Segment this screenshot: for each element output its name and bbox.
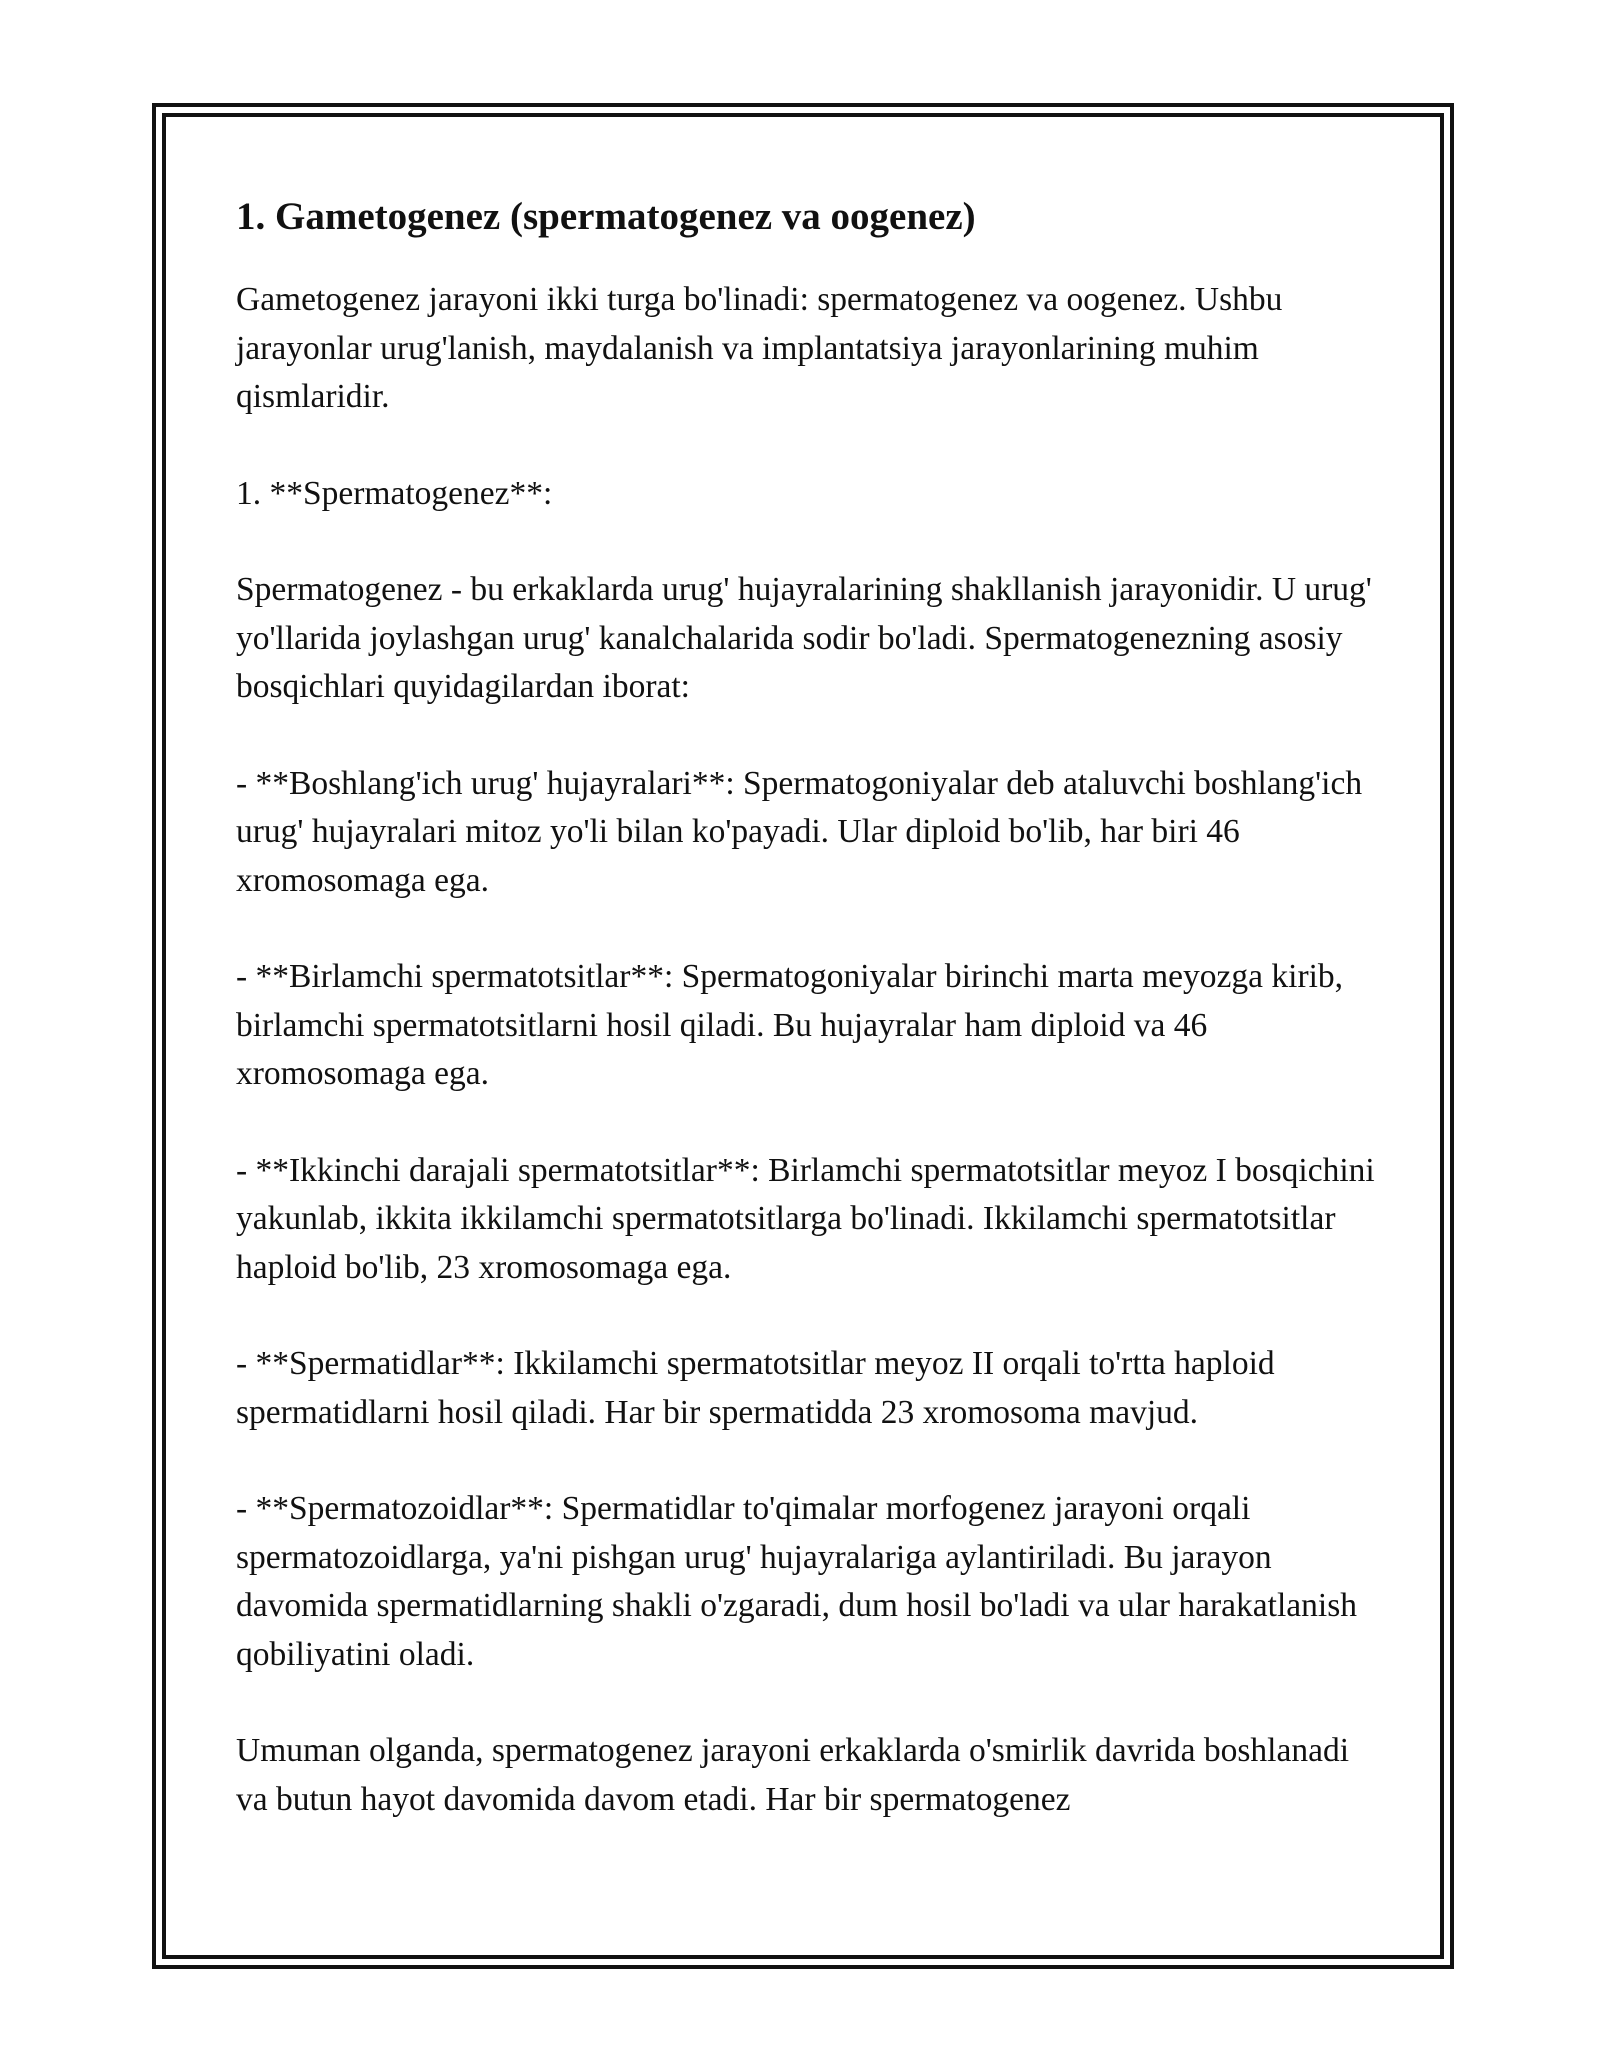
paragraph-summary: Umuman olganda, spermatogenez jarayoni erkaklarda o'smirlik davrida boshlanadi va butun hayot davomida davom etadi. Har bir spermatogenez	[236, 1732, 1350, 1818]
paragraph-spermatogenez-title: 1. **Spermatogenez**:	[236, 474, 553, 512]
paragraph-intro: Gametogenez jarayoni ikki turga bo'linadi: spermatogenez va oogenez. Ushbu jarayonlar urug'lanish, maydalanish va implantatsiya jarayonlarining muhim qismlaridir.	[236, 281, 1283, 415]
paragraph-spermatogenez-definition: Spermatogenez - bu erkaklarda urug' hujayralarining shakllanish jarayonidir. U urug' yo'llarida joylashgan urug' kanalchalarida sodir bo'ladi. Spermatogenezning asosiy bosqichlari quyidagilardan iborat:	[236, 571, 1372, 705]
list-item-boshlangich: - **Boshlang'ich urug' hujayralari**: Spermatogoniyalar deb ataluvchi boshlang'ich urug' hujayralari mitoz yo'li bilan ko'payadi. Ular diploid bo'lib, har biri 46 xromosomaga ega.	[236, 764, 1363, 899]
section-heading: 1. Gametogenez (spermatogenez va oogenez)	[236, 195, 976, 238]
list-item-birlamchi: - **Birlamchi spermatotsitlar**: Spermatogoniyalar birinchi marta meyozga kirib, birlamchi spermatotsitlarni hosil qiladi. Bu hujayralar ham diploid va 46 xromosomaga ega.	[236, 958, 1344, 1092]
list-item-spermatozoidlar: - **Spermatozoidlar**: Spermatidlar to'qimalar morfogenez jarayoni orqali spermatozoidlarga, ya'ni pishgan urug' hujayralariga aylantiriladi. Bu jarayon davomida spermatidlarning shakli o'zgaradi, dum hosil bo'ladi va ular harakatlanish qobiliyatini oladi.	[236, 1490, 1357, 1673]
document-body	[236, 190, 1386, 1872]
list-item-spermatidlar: - **Spermatidlar**: Ikkilamchi spermatotsitlar meyoz II orqali to'rtta haploid spermatidlarni hosil qiladi. Har bir spermatidda 23 xromosoma mavjud.	[236, 1345, 1275, 1431]
list-item-ikkinchi: - **Ikkinchi darajali spermatotsitlar**: Birlamchi spermatotsitlar meyoz I bosqichini yakunlab, ikkita ikkilamchi spermatotsitlarga bo'linadi. Ikkilamchi spermatotsitlar haploid bo'lib, 23 xromosomaga ega.	[236, 1151, 1375, 1286]
